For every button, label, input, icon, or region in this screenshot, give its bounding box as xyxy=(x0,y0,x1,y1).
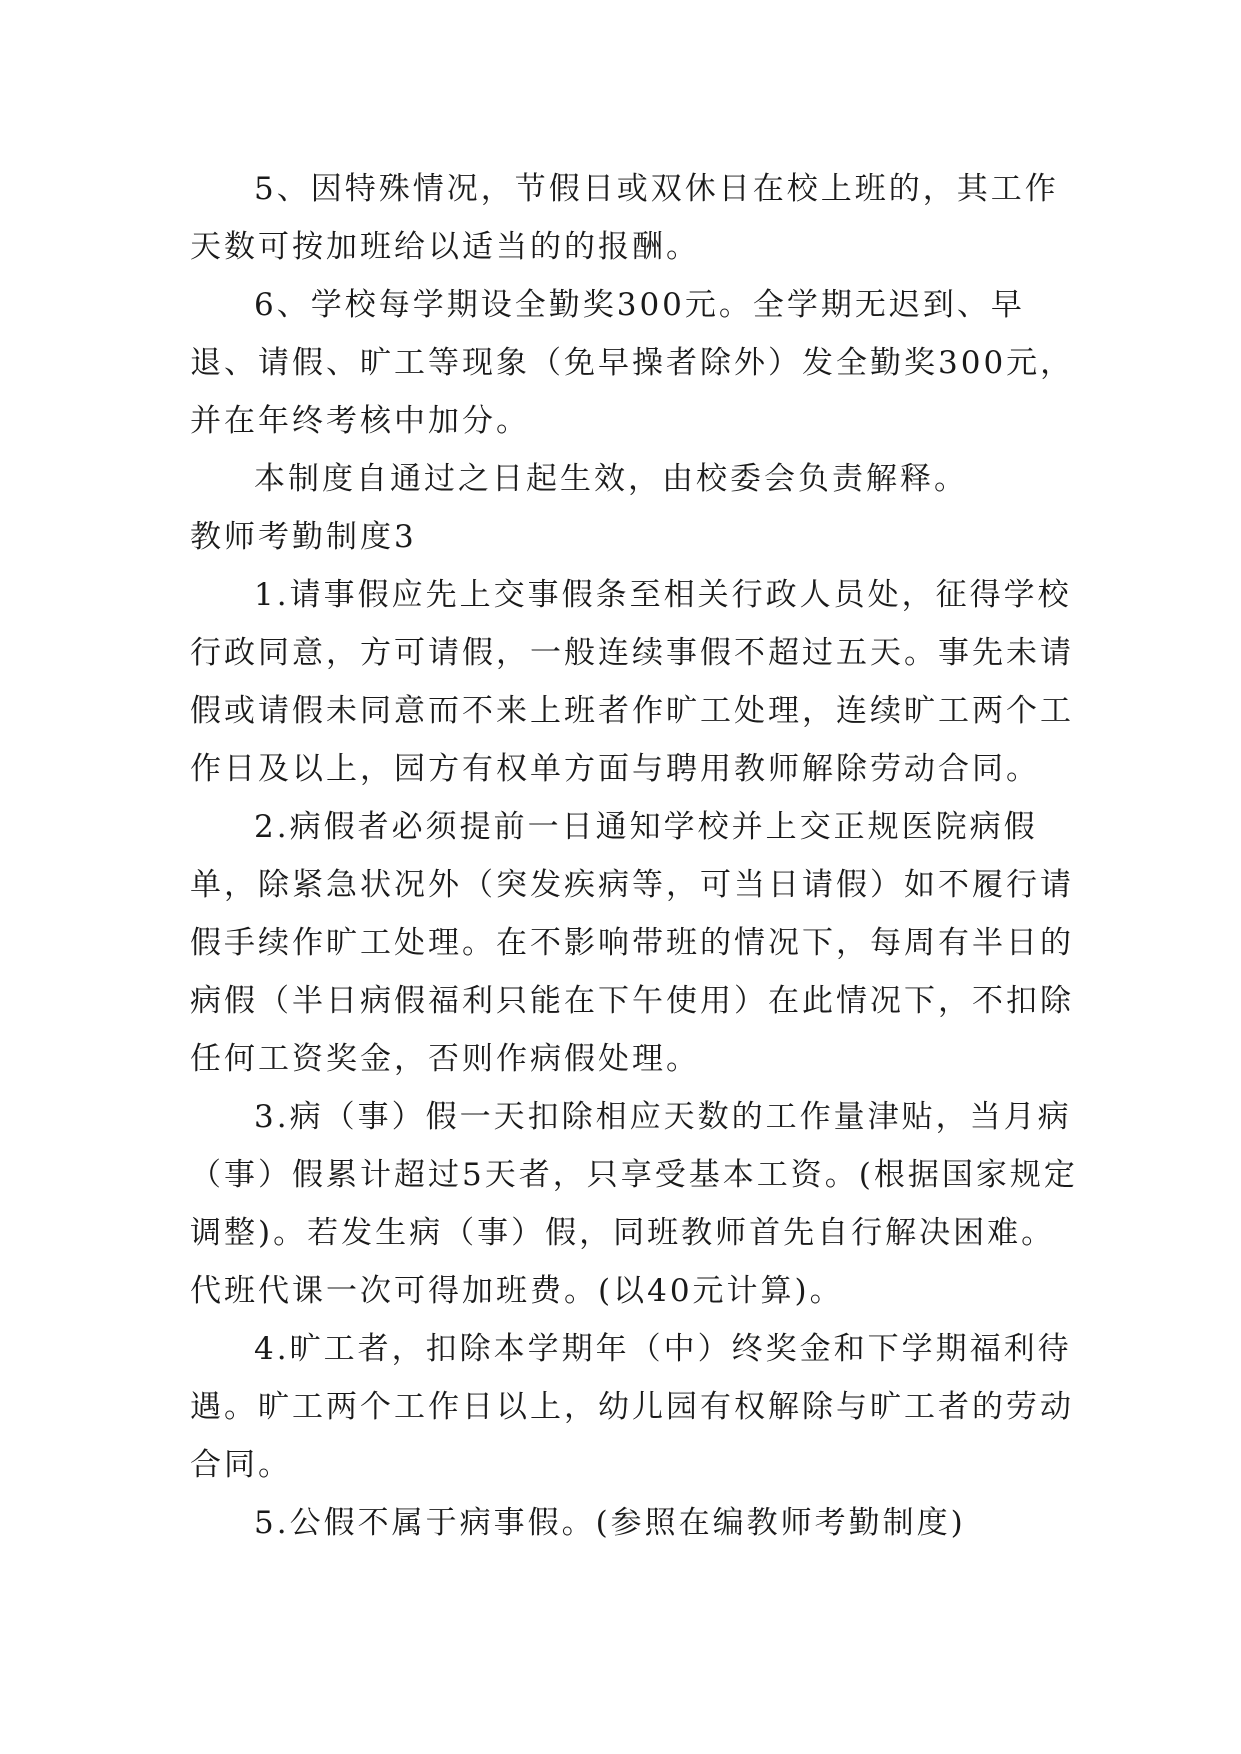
document-body xyxy=(190,160,1080,1552)
section-heading: 教师考勤制度3 xyxy=(190,519,417,555)
paragraph-official-leave: 5.公假不属于病事假。(参照在编教师考勤制度) xyxy=(254,1505,966,1541)
paragraph-leave-deduction: 3.病（事）假一天扣除相应天数的工作量津贴，当月病（事）假累计超过5天者，只享受基本工资。(根据国家规定调整)。若发生病（事）假，同班教师首先自行解决困难。代班代课一次可得加班费。(以40元计算)。 xyxy=(190,1099,1078,1309)
paragraph-effective-clause: 本制度自通过之日起生效，由校委会负责解释。 xyxy=(254,461,968,497)
paragraph-full-attendance-award: 6、学校每学期设全勤奖300元。全学期无迟到、早退、请假、旷工等现象（免早操者除外）发全勤奖300元，并在年终考核中加分。 xyxy=(190,287,1075,439)
paragraph-absenteeism: 4.旷工者，扣除本学期年（中）终奖金和下学期福利待遇。旷工两个工作日以上，幼儿园有权解除与旷工者的劳动合同。 xyxy=(190,1331,1074,1483)
paragraph-sick-leave: 2.病假者必须提前一日通知学校并上交正规医院病假单，除紧急状况外（突发疾病等，可当日请假）如不履行请假手续作旷工处理。在不影响带班的情况下，每周有半日的病假（半日病假福利只能在下午使用）在此情况下，不扣除任何工资奖金，否则作病假处理。 xyxy=(190,809,1074,1077)
paragraph-special-workdays: 5、因特殊情况，节假日或双休日在校上班的，其工作天数可按加班给以适当的的报酬。 xyxy=(190,171,1059,265)
paragraph-personal-leave: 1.请事假应先上交事假条至相关行政人员处，征得学校行政同意，方可请假，一般连续事假不超过五天。事先未请假或请假未同意而不来上班者作旷工处理，连续旷工两个工作日及以上，园方有权单方面与聘用教师解除劳动合同。 xyxy=(190,577,1074,787)
